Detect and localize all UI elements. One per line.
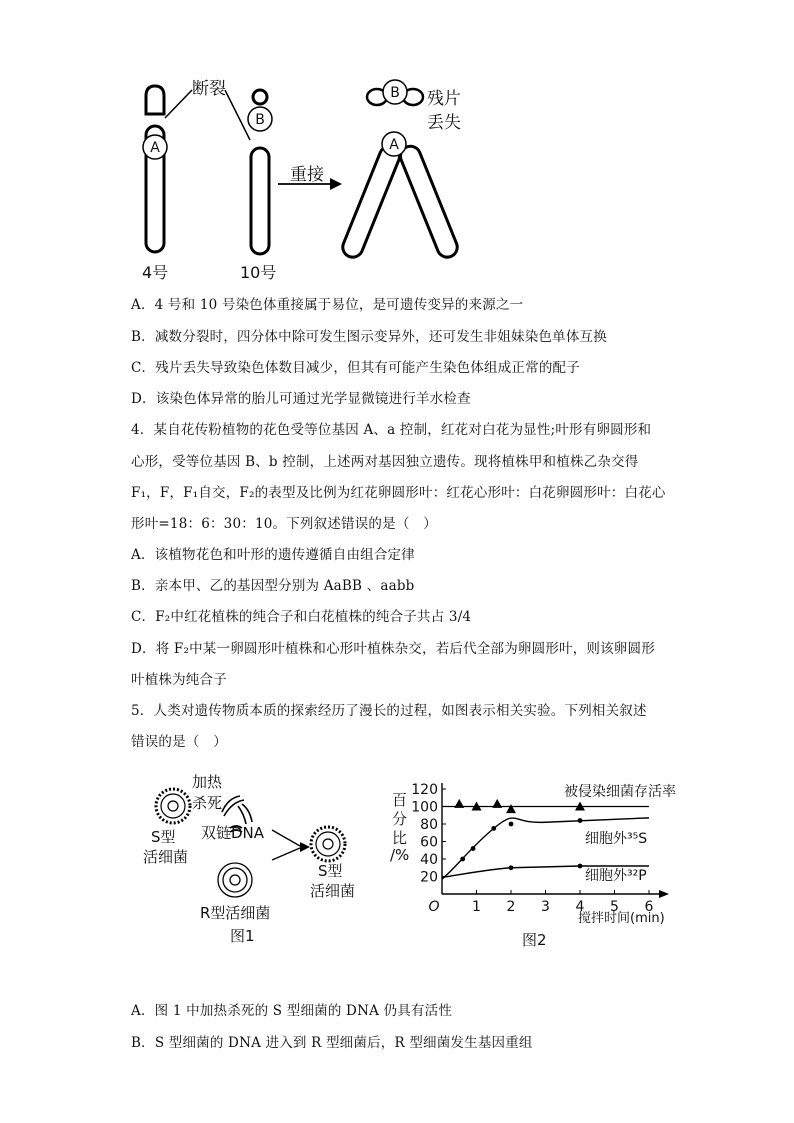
s-type-left-label-1: S型 [151,828,176,846]
rejoin-label: 重接 [290,165,324,185]
r-type-label: R型活细菌 [200,904,271,922]
p32-point-2 [578,864,583,869]
break-label: 断裂 [192,79,226,99]
y-tick-label-80: 80 [420,817,438,833]
y-tick-label-20: 20 [420,869,438,886]
rejoined-chromosome [340,143,460,260]
y-tick-label-40: 40 [420,852,438,868]
q4-stem-line-4: 形叶=18：6：30：10。下列叙述错误的是（ ） [131,516,437,532]
x-tick-label-2: 2 [506,899,516,915]
q3-option-d: D．该染色体异常的胎儿可通过光学显微镜进行羊水检查 [131,391,471,407]
y-axis-label-char-3: 比 [392,829,408,847]
s-type-bacterium-output [311,827,345,861]
s35-point-0 [460,857,465,862]
series-label-s35: 细胞外³⁵S [585,831,648,847]
q5-option-b: B．S 型细菌的 DNA 进入到 R 型细菌后，R 型细菌发生基因重组 [131,1035,533,1051]
heat-kill-label-1: 加热 [192,773,223,791]
p32-point-1 [509,865,514,870]
r-type-bacterium [218,863,252,897]
fragment-lost-label-2: 丢失 [427,113,461,133]
q5-stem-line-2: 错误的是（ ） [131,734,227,750]
x-tick-label-6: 6 [644,899,654,915]
gene-b-label-10: B [255,112,265,128]
s-type-left-label-2: 活细菌 [143,848,189,866]
chromosome-4 [146,86,164,252]
x-axis-arrow [659,890,669,898]
y-tick-label-60: 60 [420,834,438,851]
origin-label: O [428,899,440,915]
heat-kill-label-2: 杀死 [192,794,223,812]
x-tick-label-5: 5 [610,899,619,915]
q4-option-a: A．该植物花色和叶形的遗传遵循自由组合定律 [131,547,415,563]
chromosome-4-label: 4号 [142,263,169,282]
figure-2-caption: 图2 [522,931,547,949]
q4-option-c: C．F₂中红花植株的纯合子和白花植株的纯合子共占 3/4 [131,609,472,625]
s-type-output-label-1: S型 [318,862,343,880]
q4-option-d-line-1: D．将 F₂中某一卵圆形叶植株和心形叶植株杂交，若后代全部为卵圆形叶，则该卵圆形 [131,641,655,657]
x-tick-label-3: 3 [541,899,550,915]
break-pointer-left [165,90,192,118]
q4-stem-line-2: 心形，受等位基因 B、b 控制，上述两对基因独立遗传。现将植株甲和植株乙杂交得 [131,454,639,470]
y-axis-label-char-1: 百 [392,791,408,809]
s35-point-2 [491,826,496,831]
series-label-survival: 被侵染细菌存活率 [564,784,676,800]
survival-rate-point-3 [506,804,516,813]
s35-point-3 [509,822,514,827]
s-type-bacterium-left [156,789,190,823]
rejoin-arrow-head [330,178,342,190]
arrow-from-dna [272,830,300,846]
s35-point-4 [578,818,583,823]
arrow-from-r [272,848,300,860]
break-pointer-right [225,90,250,140]
q4-stem-line-3: F₁，F，F₁自交，F₂的表型及比例为红花卵圆形叶：红花心形叶：白花卵圆形叶：白花心 [131,485,666,501]
arrow-head-fig1 [300,842,310,852]
y-axis-label-char-4: /% [390,846,410,864]
q3-option-c: C．残片丢失导致染色体数目减少，但其有可能产生染色体组成正常的配子 [131,360,580,376]
gene-a-label-rejoined: A [389,137,399,153]
figure-1-caption: 图1 [230,927,255,945]
q4-option-d-line-2: 叶植株为纯合子 [131,672,227,688]
s35-point-1 [471,846,476,851]
s-type-output-label-2: 活细菌 [310,882,356,900]
q4-stem-line-1: 4．某自花传粉植物的花色受等位基因 A、a 控制，红花对白花为显性;叶形有卵圆形和 [131,422,652,438]
y-axis-label-char-2: 分 [392,810,408,828]
x-tick-label-4: 4 [575,899,585,915]
q3-option-b: B．减数分裂时，四分体中除可发生图示变异外，还可发生非姐妹染色单体互换 [131,329,607,345]
gene-b-label-fragment: B [390,85,400,101]
gene-a-label-4: A [150,140,160,156]
survival-rate-point-2 [492,799,502,808]
chromosome-10-label: 10号 [240,263,277,282]
x-axis-label: 搅拌时间(min) [578,911,665,926]
q3-option-a: A．4 号和 10 号染色体重接属于易位，是可遗传变异的来源之一 [131,297,524,313]
q5-option-a: A．图 1 中加热杀死的 S 型细菌的 DNA 仍具有活性 [131,1003,453,1019]
q5-stem-line-1: 5．人类对遗传物质本质的探索经历了漫长的过程，如图表示相关实验。下列相关叙述 [131,703,647,719]
y-tick-label-120: 120 [411,782,438,798]
fragment-lost-label-1: 残片 [427,89,461,109]
double-strand-dna-label: 双链DNA [201,824,265,842]
survival-rate-point-0 [454,799,464,808]
y-tick-label-100: 100 [411,799,438,816]
series-label-p32: 细胞外³²P [585,868,647,884]
x-tick-label-1: 1 [472,899,481,915]
q4-option-b: B．亲本甲、乙的基因型分别为 AaBB 、aabb [131,578,415,594]
